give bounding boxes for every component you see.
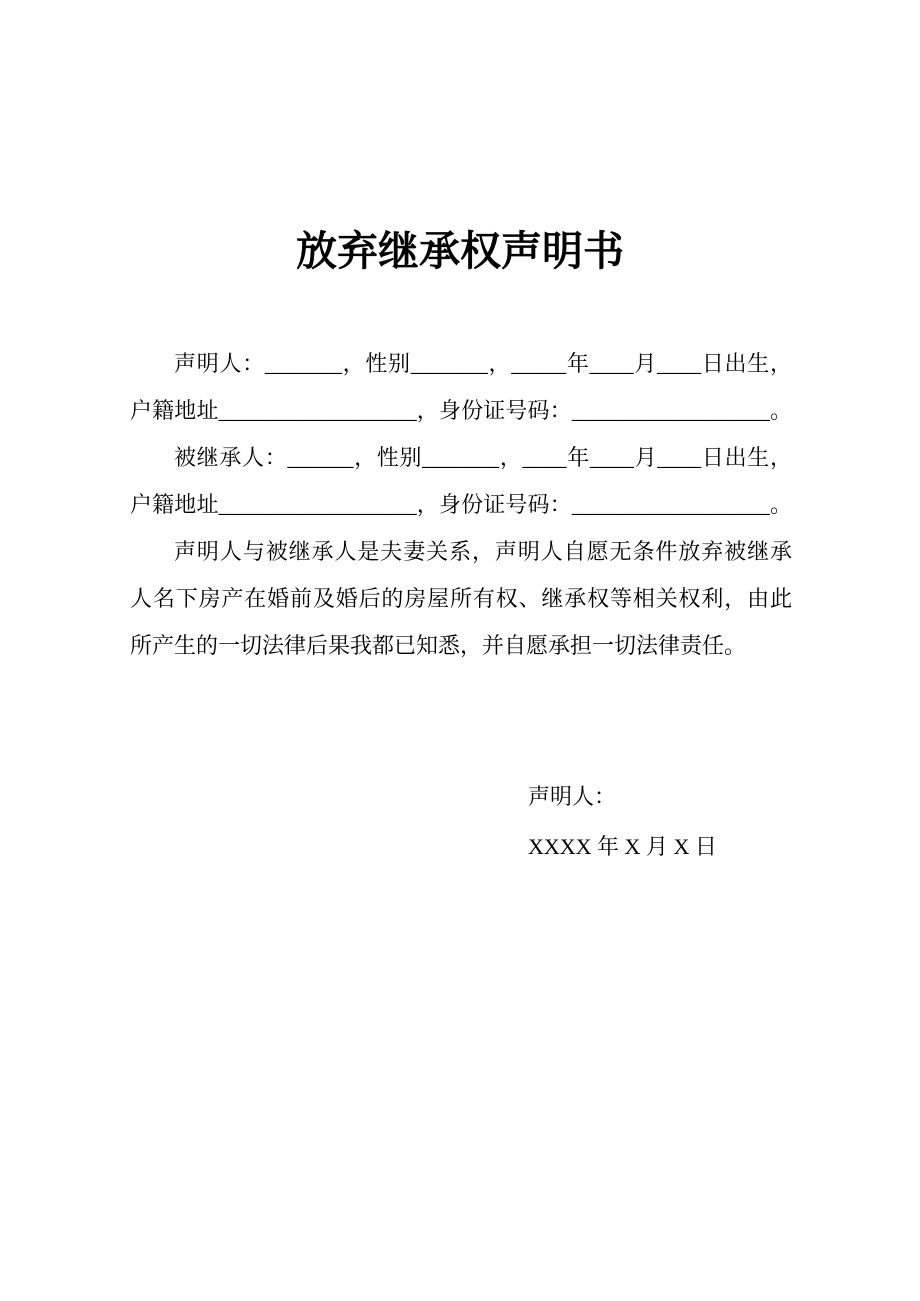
body-line-statement-1: 声明人与被继承人是夫妻关系，声明人自愿无条件放弃被继承 xyxy=(174,539,792,564)
body-line-declarant-address: 户籍地址__________________，身份证号码：__________________。 xyxy=(130,398,792,423)
signature-date-line: XXXX 年 X 月 X 日 xyxy=(528,834,717,859)
body-line-declarant-info: 声明人：_______，性别_______，_____年____月____日出生， xyxy=(174,351,792,376)
signature-block xyxy=(528,772,717,872)
document-body xyxy=(130,340,792,669)
body-line-statement-2: 人名下房产在婚前及婚后的房屋所有权、继承权等相关权利，由此 xyxy=(130,586,792,611)
body-line-decedent-info: 被继承人：______，性别_______，____年____月____日出生， xyxy=(174,445,792,470)
document-title: 放弃继承权声明书 xyxy=(296,228,624,274)
signature-signer-label: 声明人： xyxy=(528,784,617,809)
body-line-decedent-address: 户籍地址__________________，身份证号码：__________________。 xyxy=(130,492,792,517)
body-line-statement-3: 所产生的一切法律后果我都已知悉，并自愿承担一切法律责任。 xyxy=(130,633,747,658)
